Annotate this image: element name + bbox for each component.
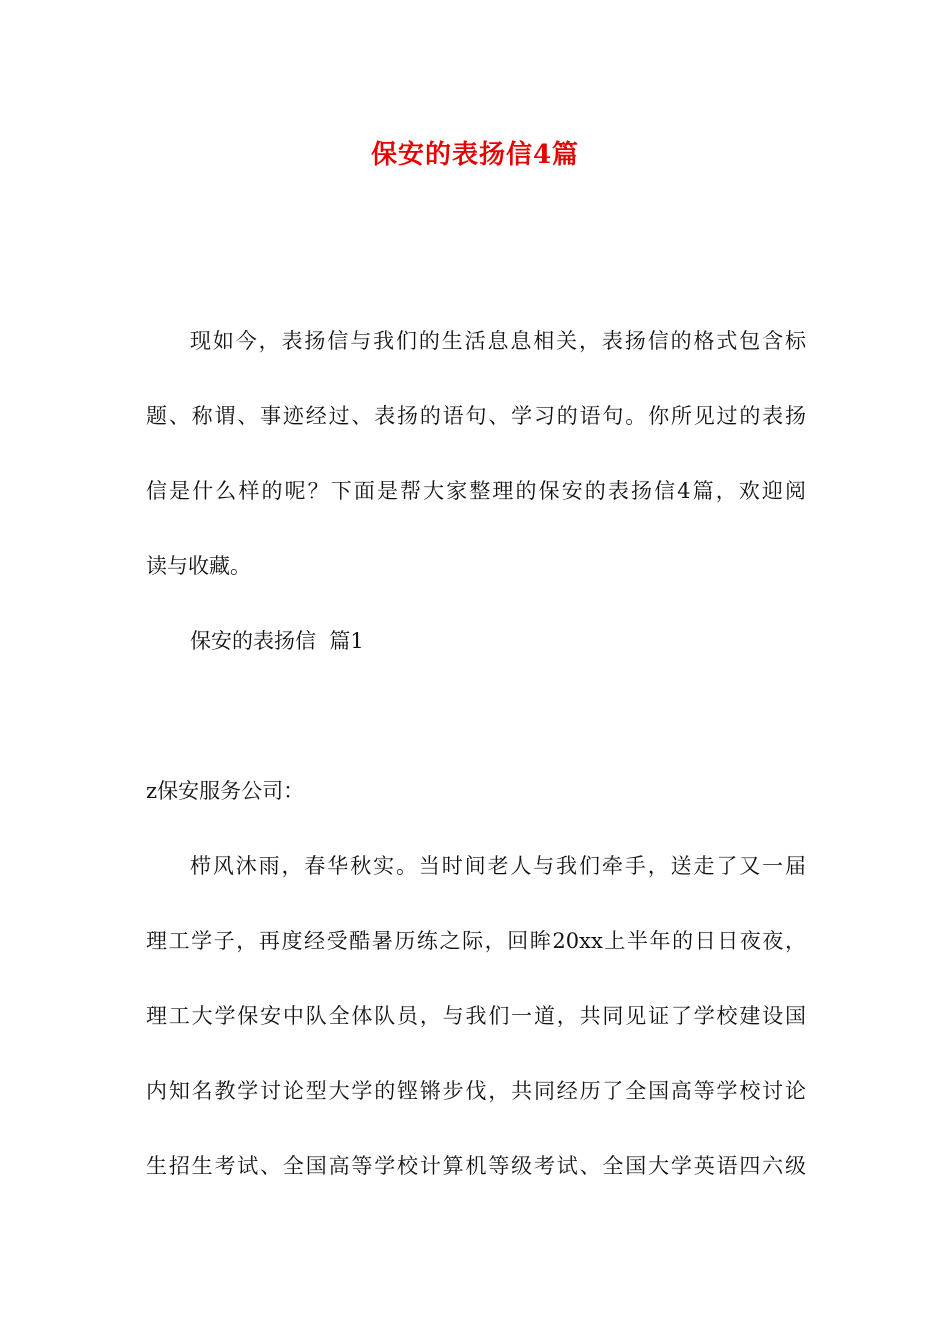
paragraph-line: 读与收藏。 bbox=[146, 554, 251, 578]
paragraph-line: 题、称谓、事迹经过、表扬的语句、学习的语句。你所见过的表扬 bbox=[146, 404, 806, 428]
paragraph-line: 栉风沐雨，春华秋实。当时间老人与我们牵手，送走了又一届 bbox=[190, 854, 806, 878]
paragraph-line: 内知名教学讨论型大学的铿锵步伐，共同经历了全国高等学校讨论 bbox=[146, 1079, 806, 1103]
salutation: z保安服务公司： bbox=[146, 779, 305, 803]
section-heading: 保安的表扬信 篇1 bbox=[190, 629, 364, 653]
paragraph-line: 生招生考试、全国高等学校计算机等级考试、全国大学英语四六级 bbox=[146, 1154, 806, 1178]
paragraph-line: 现如今，表扬信与我们的生活息息相关，表扬信的格式包含标 bbox=[190, 329, 806, 353]
paragraph-line: 信是什么样的呢？下面是帮大家整理的保安的表扬信4篇，欢迎阅 bbox=[146, 479, 806, 503]
paragraph-line: 理工大学保安中队全体队员，与我们一道，共同见证了学校建设国 bbox=[146, 1004, 806, 1028]
document-title: 保安的表扬信4篇 bbox=[370, 140, 580, 170]
paragraph-line: 理工学子，再度经受酷暑历练之际，回眸20xx上半年的日日夜夜， bbox=[146, 929, 806, 953]
